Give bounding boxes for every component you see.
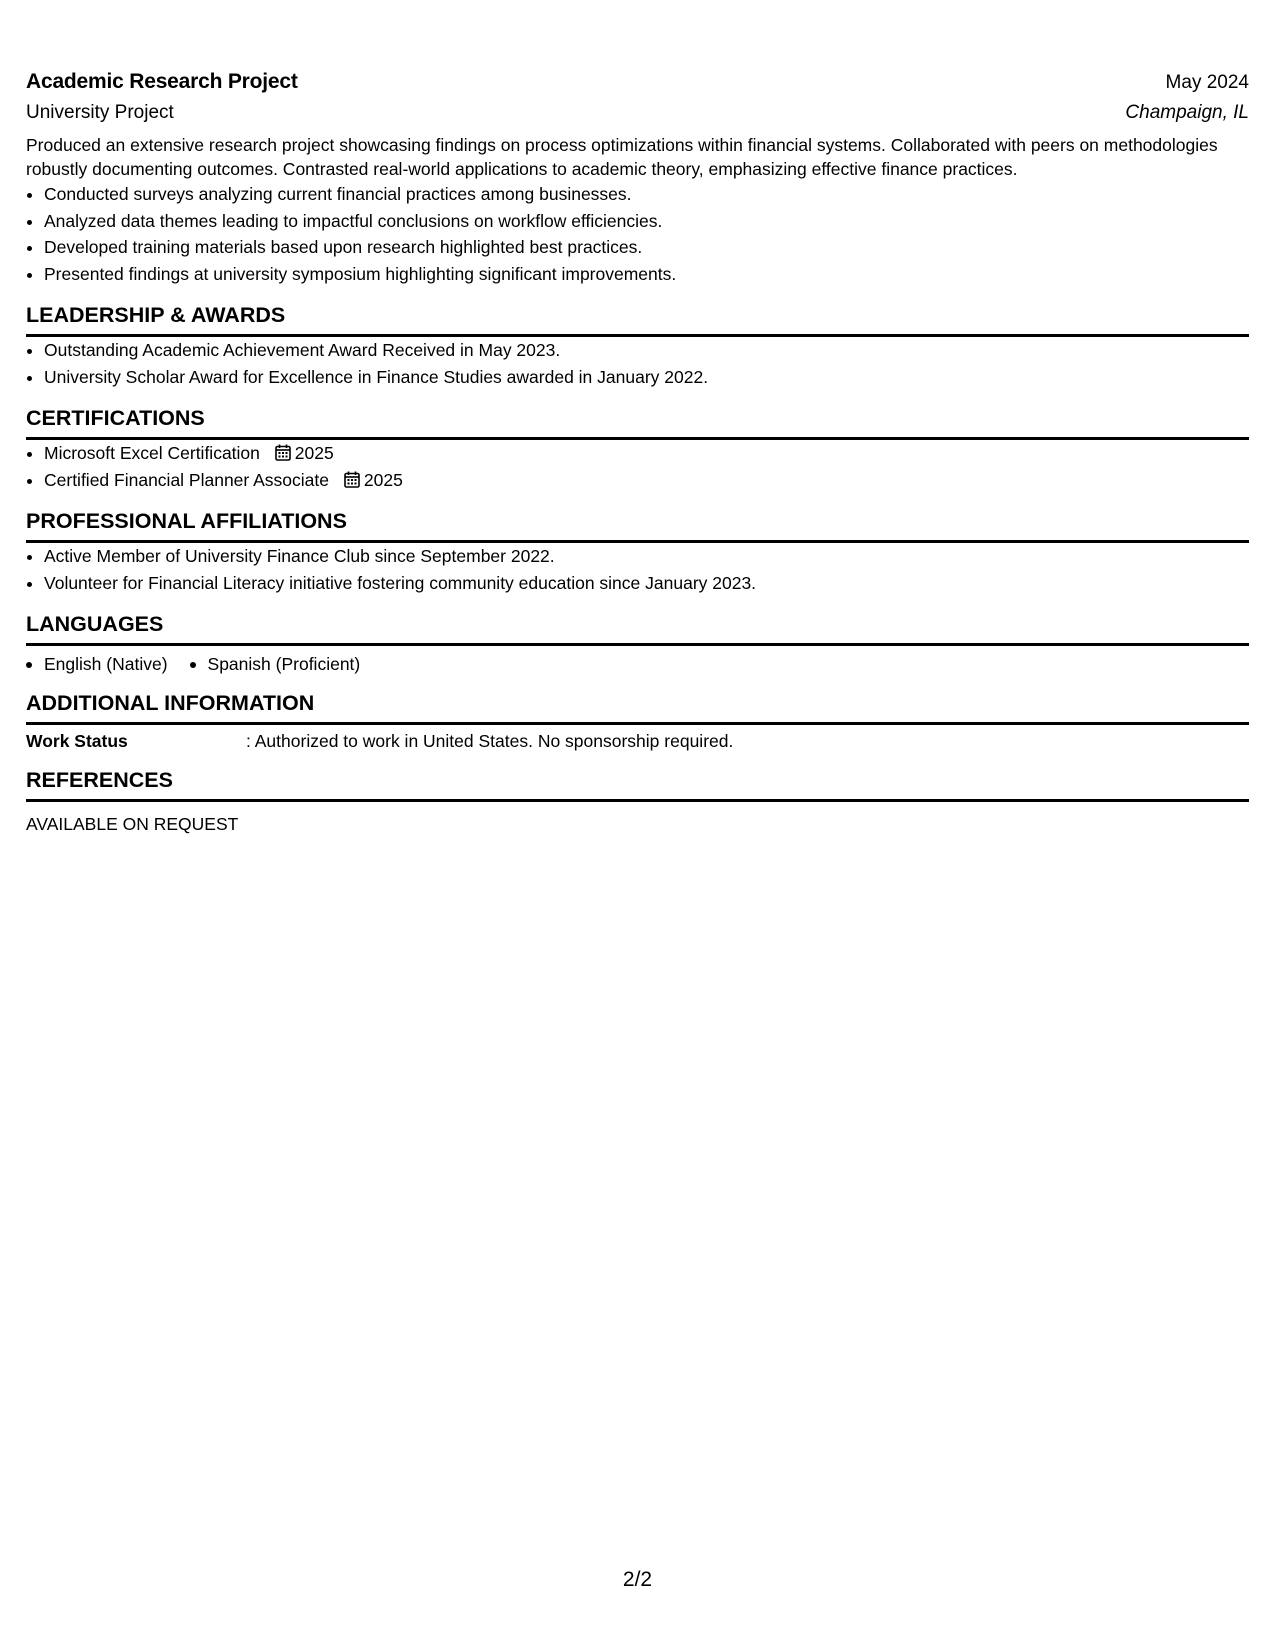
- certification-name: Certified Financial Planner Associate: [44, 469, 330, 490]
- list-item: • University Scholar Award for Excellence in Finance Studies awarded in January 2022.: [44, 364, 1249, 391]
- project-description: Produced an extensive research project showcasing findings on process optimizations within financial systems. Collaborated with peers on methodologies robustly documenting outcomes. Contrasted real-world applications to academic theory, emphasizing effective finance practices.: [26, 135, 1218, 179]
- project-location: Champaign, IL: [1125, 102, 1249, 123]
- section-title-affiliations: PROFESSIONAL AFFILIATIONS: [26, 507, 1249, 543]
- work-status-value: : Authorized to work in United States. No sponsorship required.: [246, 731, 734, 751]
- project-title: Academic Research Project: [26, 70, 298, 93]
- section-title-languages: LANGUAGES: [26, 610, 1249, 646]
- affiliations-list: [26, 543, 1249, 596]
- list-item: • Volunteer for Financial Literacy initiative fostering community education since January 2023.: [44, 570, 1249, 597]
- calendar-icon: [344, 471, 360, 488]
- bullet-dot: [26, 662, 32, 668]
- list-item: • Presented findings at university symposium highlighting significant improvements.: [44, 261, 1249, 288]
- project-subheader: [26, 102, 1249, 124]
- work-status-row: [26, 731, 1249, 752]
- list-item: • Conducted surveys analyzing current financial practices among businesses.: [44, 181, 1249, 208]
- section-title-additional: ADDITIONAL INFORMATION: [26, 689, 1249, 725]
- certification-year: 2025: [363, 469, 403, 490]
- list-item: • Outstanding Academic Achievement Award Received in May 2023.: [44, 337, 1249, 364]
- work-status-label: Work Status: [26, 731, 128, 751]
- calendar-icon: [275, 444, 291, 461]
- leadership-list: [26, 337, 1249, 390]
- certification-item: [44, 440, 1249, 467]
- list-item: • Active Member of University Finance Club since September 2022.: [44, 543, 1249, 570]
- language-item: [190, 654, 361, 675]
- certification-year: 2025: [294, 443, 334, 463]
- list-item: • Developed training materials based upon research highlighted best practices.: [44, 234, 1249, 261]
- language-item: [26, 654, 168, 675]
- project-header: [26, 70, 1249, 94]
- section-title-leadership: LEADERSHIP & AWARDS: [26, 301, 1249, 337]
- page-number: 2/2: [622, 1568, 653, 1591]
- language-label: Spanish (Proficient): [207, 654, 361, 674]
- bullet-dot: [190, 662, 196, 668]
- project-bullets: [26, 181, 1249, 287]
- project-organization: University Project: [26, 102, 174, 123]
- language-label: English (Native): [44, 654, 168, 674]
- certifications-list: [26, 440, 1249, 493]
- certification-name: Microsoft Excel Certification: [44, 443, 260, 463]
- certification-item: [44, 467, 1249, 494]
- resume-page: [26, 70, 1249, 835]
- project-date: May 2024: [1165, 72, 1249, 93]
- section-title-certifications: CERTIFICATIONS: [26, 404, 1249, 440]
- section-title-references: REFERENCES: [26, 766, 1249, 802]
- references-text: AVAILABLE ON REQUEST: [26, 814, 239, 834]
- languages-list: [26, 654, 1249, 675]
- list-item: • Analyzed data themes leading to impactful conclusions on workflow efficiencies.: [44, 208, 1249, 235]
